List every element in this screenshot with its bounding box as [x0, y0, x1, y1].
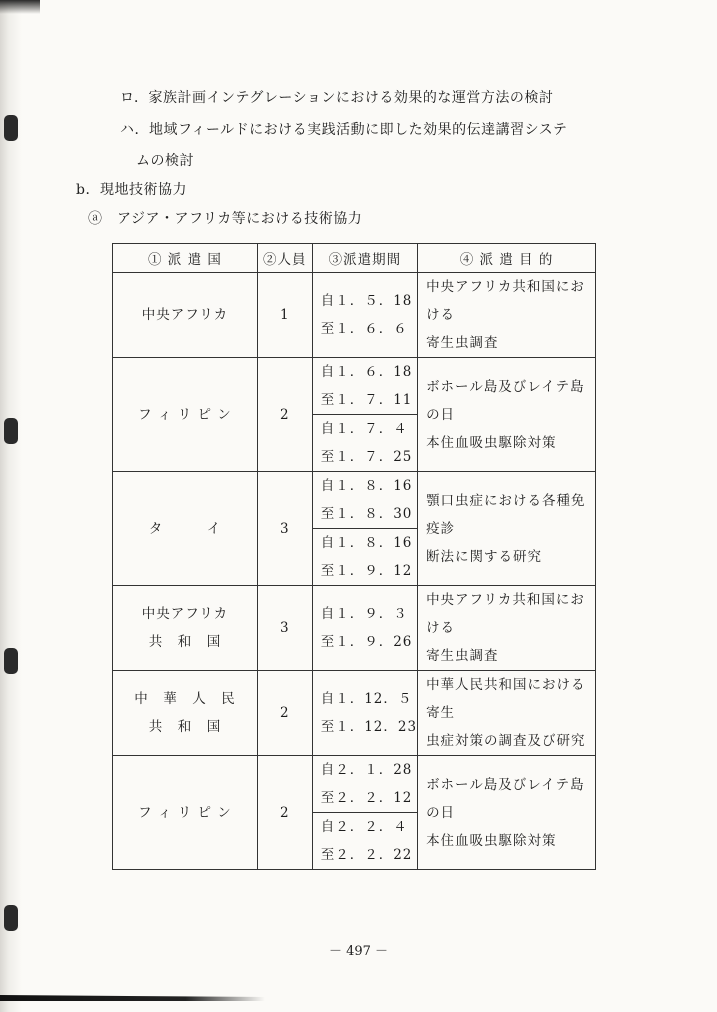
- date-from: 自１．12．５: [320, 691, 413, 707]
- country-line: フ ィ リ ピ ン: [138, 804, 232, 821]
- table-row: [113, 586, 596, 671]
- country-line: 共 和 国: [148, 719, 222, 735]
- item-ro: ロ．家族計画インテグレーションにおける効果的な運営方法の検討: [120, 90, 554, 106]
- cell-purpose: [418, 273, 596, 358]
- date-from: 自１．６．18: [320, 364, 413, 380]
- purpose-line: 断法に関する研究: [426, 548, 543, 565]
- country-line: フ ィ リ ピ ン: [138, 406, 232, 423]
- item-ha-line2: ムの検討: [136, 153, 194, 169]
- date-to: 至１．６．６: [320, 321, 408, 337]
- date-to: 至１．９．26: [320, 634, 413, 650]
- cell-country: [113, 358, 258, 472]
- table-row: [113, 273, 596, 358]
- cell-period: [312, 586, 417, 671]
- table-row: [113, 472, 596, 586]
- purpose-line: 本住血吸虫駆除対策: [426, 832, 557, 849]
- binding-hole-mark: [4, 905, 18, 931]
- date-to: 至１．12．23: [320, 719, 418, 735]
- country-line: 共 和 国: [148, 634, 222, 650]
- cell-country: [113, 472, 258, 586]
- cell-country: [113, 586, 258, 671]
- cell-purpose: [418, 586, 596, 671]
- cell-purpose: [418, 671, 596, 756]
- purpose-line: 中華人民共和国における寄生: [426, 677, 586, 721]
- table-row: [113, 671, 596, 756]
- date-from: 自１．７．４: [320, 421, 408, 437]
- country-line: 中 華 人 民: [134, 691, 236, 707]
- table-row: [113, 358, 596, 472]
- country-line: 中央アフリカ: [141, 307, 229, 323]
- purpose-line: 本住血吸虫駆除対策: [426, 434, 557, 451]
- cell-period: [312, 358, 417, 472]
- date-to: 至１．７．11: [320, 392, 413, 408]
- scan-shadow-left: [0, 0, 22, 1012]
- cell-period: [312, 756, 417, 870]
- purpose-line: ボホール島及びレイテ島の日: [426, 378, 585, 423]
- dispatch-table: [112, 243, 596, 870]
- table-row: [113, 756, 596, 870]
- scan-shadow-bottom: [0, 991, 265, 1001]
- cell-persons: 1: [257, 273, 312, 358]
- date-from: 自２．１．28: [320, 762, 413, 778]
- country-line: 中央アフリカ: [141, 606, 229, 622]
- cell-persons: 2: [257, 671, 312, 756]
- purpose-line: 中央アフリカ共和国における: [426, 279, 585, 323]
- header-country: ① 派 遣 国: [113, 244, 258, 273]
- cell-country: [113, 756, 258, 870]
- purpose-line: 虫症対策の調査及び研究: [426, 733, 586, 749]
- purpose-line: 中央アフリカ共和国における: [426, 592, 585, 636]
- date-from: 自１．５．18: [320, 293, 413, 309]
- scan-shadow-top: [0, 0, 40, 14]
- date-to: 至１．８．30: [320, 506, 413, 522]
- header-purpose: ④ 派 遣 目 的: [418, 244, 596, 273]
- cell-purpose: [418, 358, 596, 472]
- cell-persons: 2: [257, 358, 312, 472]
- date-to: 至１．９．12: [320, 563, 413, 579]
- subsection-a-heading: ⓐ アジア・アフリカ等における技術協力: [88, 211, 363, 227]
- page-number: － 497 －: [328, 944, 389, 959]
- purpose-line: 顎口虫症における各種免疫診: [426, 492, 586, 537]
- header-period: ③派遣期間: [312, 244, 417, 273]
- purpose-line: 寄生虫調査: [426, 335, 499, 351]
- cell-country: [113, 671, 258, 756]
- item-ha-line1: ハ．地域フィールドにおける実践活動に即した効果的伝達講習システ: [120, 122, 568, 138]
- date-to: 至２．２．12: [320, 790, 413, 806]
- binding-hole-mark: [4, 648, 18, 674]
- date-from: 自２．２．４: [320, 819, 408, 835]
- purpose-line: 寄生虫調査: [426, 648, 499, 664]
- table-header-row: [113, 244, 596, 273]
- cell-persons: 3: [257, 586, 312, 671]
- cell-purpose: [418, 472, 596, 586]
- section-b-heading: b．現地技術協力: [76, 182, 187, 198]
- date-from: 自１．９．３: [320, 606, 408, 622]
- cell-period: [312, 273, 417, 358]
- binding-hole-mark: [4, 115, 18, 141]
- purpose-line: ボホール島及びレイテ島の日: [426, 776, 585, 821]
- header-persons: ②人員: [257, 244, 312, 273]
- cell-persons: 3: [257, 472, 312, 586]
- date-from: 自１．８．16: [320, 478, 413, 494]
- cell-persons: 2: [257, 756, 312, 870]
- cell-purpose: [418, 756, 596, 870]
- country-line: タ イ: [148, 520, 222, 537]
- date-to: 至２．２．22: [320, 847, 413, 863]
- date-to: 至１．７．25: [320, 449, 413, 465]
- cell-period: [312, 472, 417, 586]
- cell-period: [312, 671, 417, 756]
- cell-country: [113, 273, 258, 358]
- date-from: 自１．８．16: [320, 535, 413, 551]
- binding-hole-mark: [4, 418, 18, 444]
